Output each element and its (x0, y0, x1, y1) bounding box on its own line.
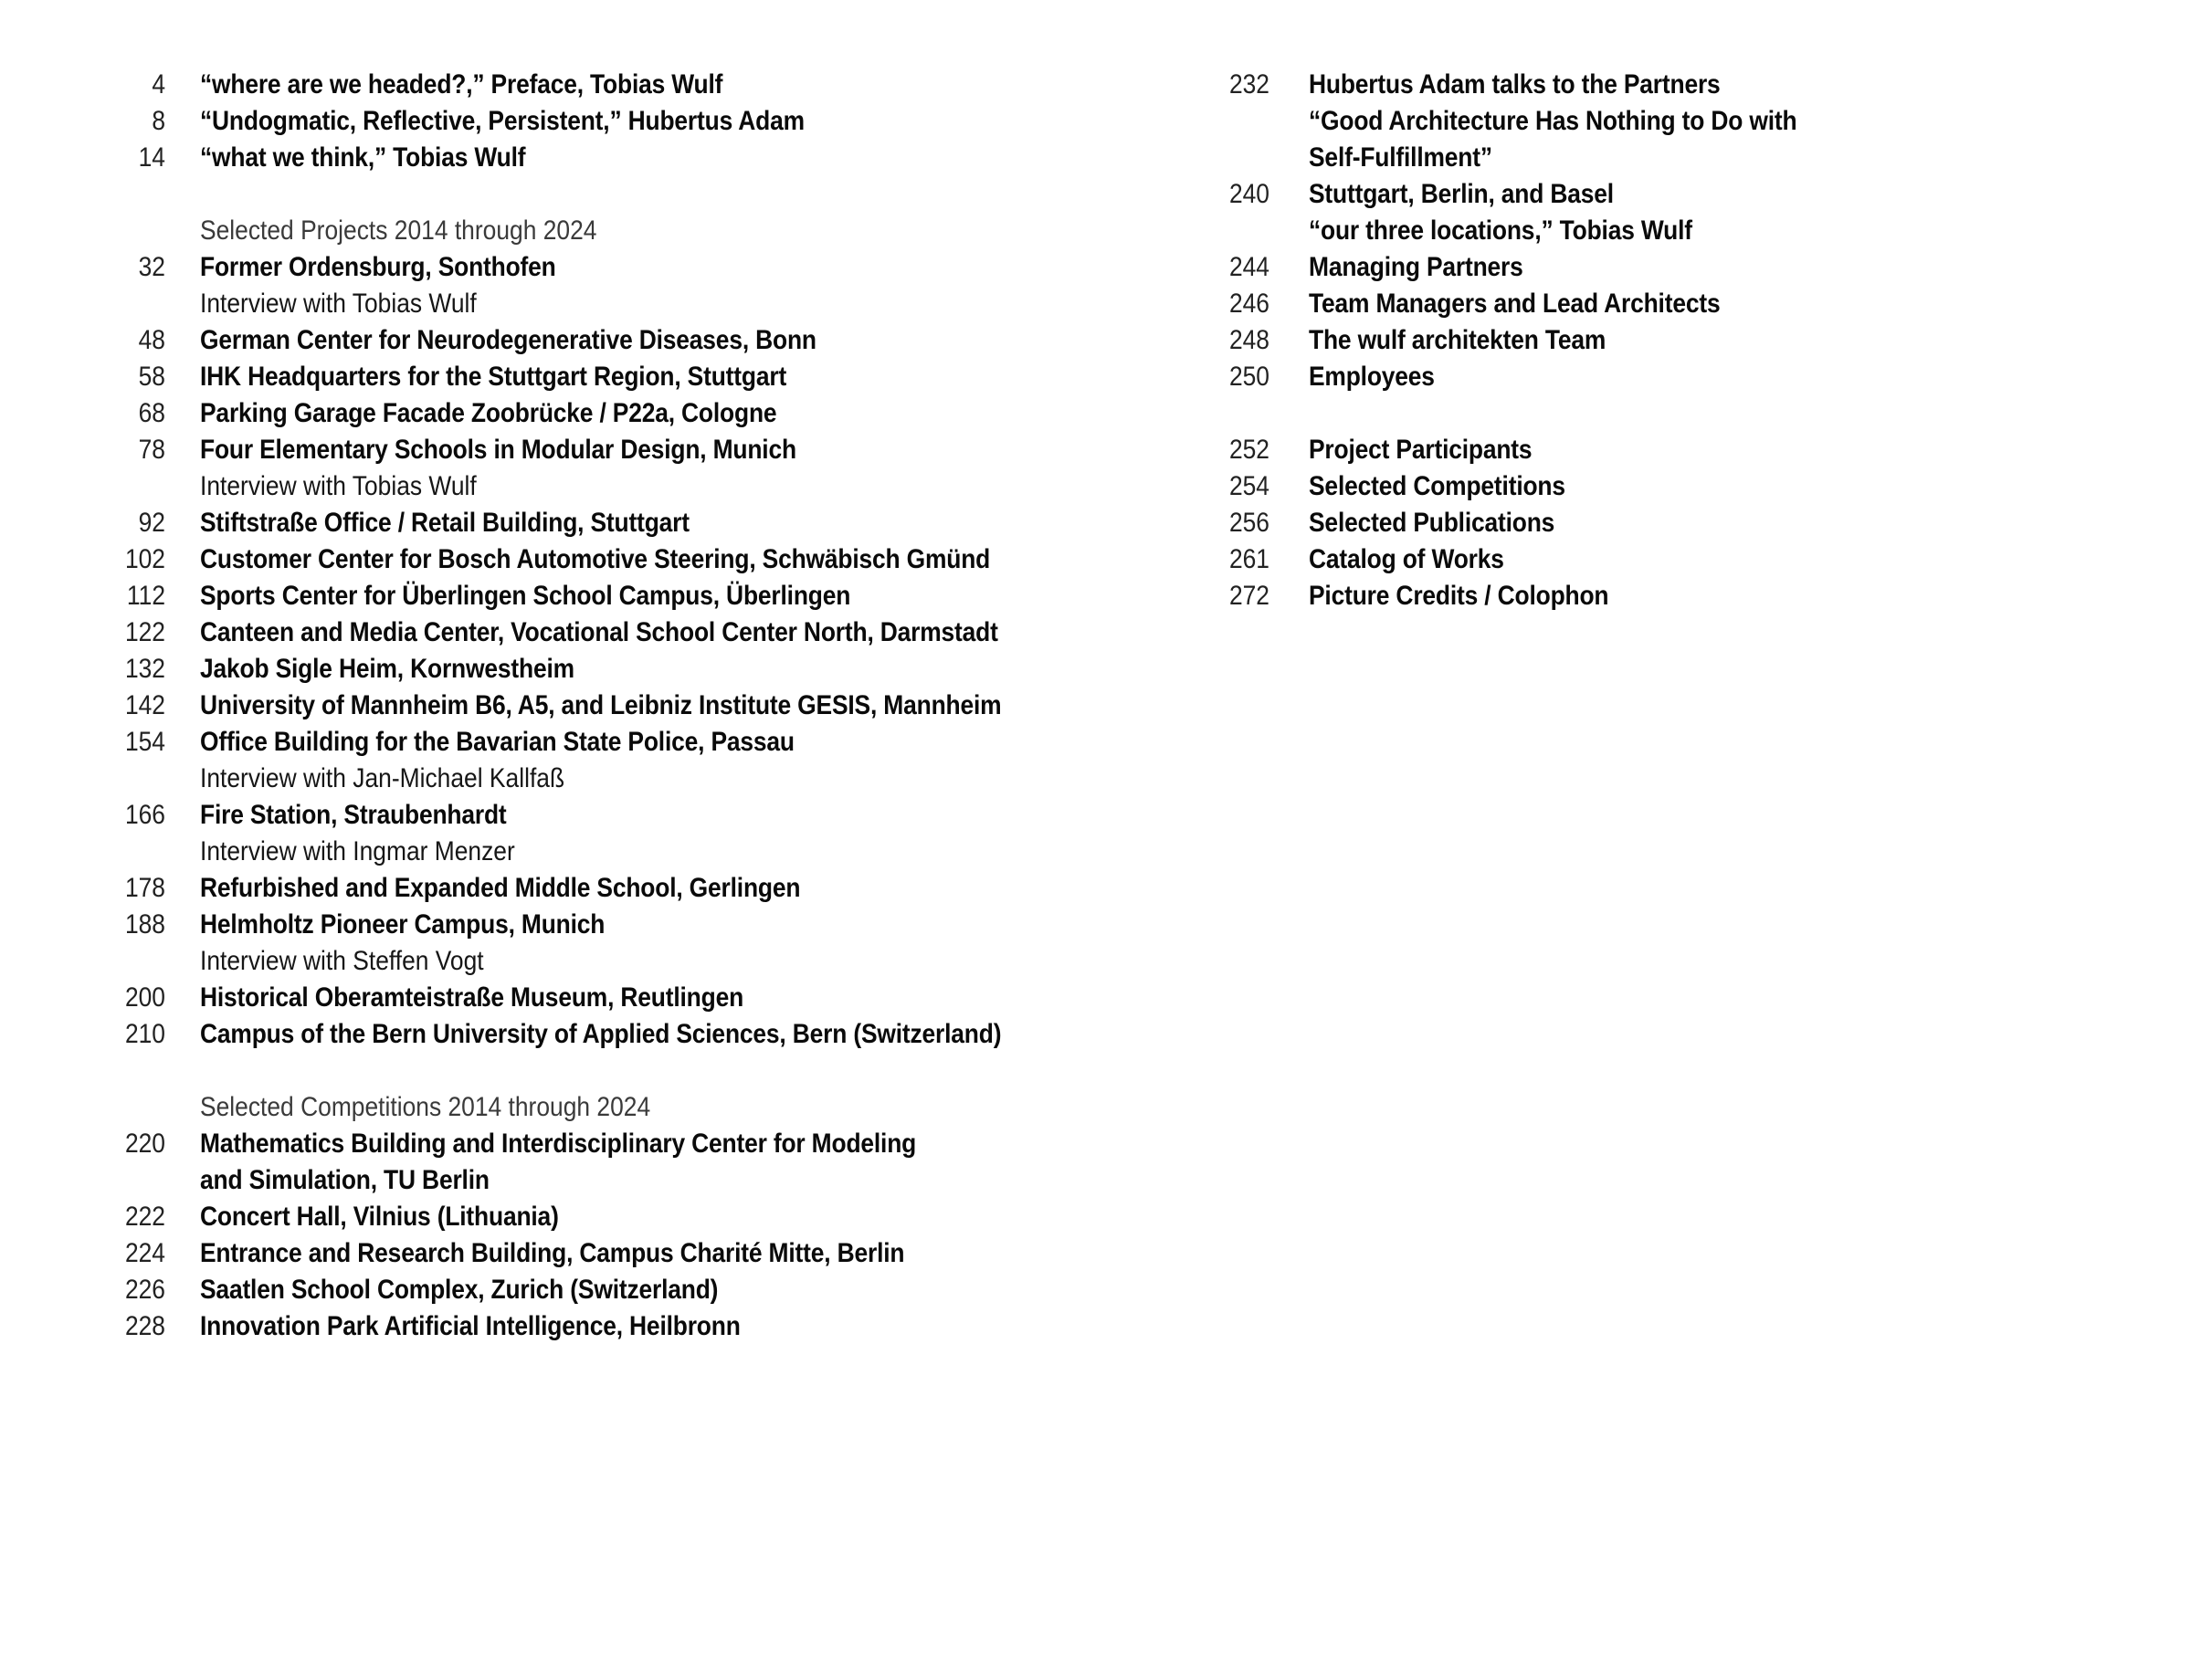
page-number: 240 (1228, 179, 1269, 209)
entry-title: Entrance and Research Building, Campus Charité Mitte, Berlin (200, 1238, 905, 1268)
toc-entry-row (1123, 322, 1863, 359)
toc-entry-row (19, 907, 1111, 943)
gutter (1269, 578, 1309, 614)
entry-title: Customer Center for Bosch Automotive Steering, Schwäbisch Gmünd (200, 544, 991, 574)
entry-title: Stuttgart, Berlin, and Basel (1309, 179, 1614, 209)
gutter (165, 797, 200, 834)
gutter (1269, 468, 1309, 505)
gutter (1269, 432, 1309, 468)
toc-entry-row (19, 103, 1111, 140)
gutter (165, 359, 200, 395)
page-number: 166 (124, 800, 165, 830)
gutter (1269, 67, 1309, 103)
page-number: 256 (1228, 508, 1269, 538)
page-number: 4 (152, 69, 165, 100)
gutter (165, 870, 200, 907)
entry-title: Picture Credits / Colophon (1309, 581, 1609, 611)
page-number: 244 (1228, 252, 1269, 282)
page-number: 132 (124, 654, 165, 684)
page-number (37, 213, 165, 249)
gutter (1269, 103, 1309, 140)
page-number (37, 761, 165, 797)
gutter (165, 1199, 200, 1235)
entry-title: Selected Publications (1309, 508, 1555, 538)
gutter (165, 980, 200, 1016)
page-number: 58 (138, 362, 165, 392)
page-number: 254 (1228, 471, 1269, 501)
toc-left-column (19, 67, 1111, 1345)
toc-entry-row (19, 1126, 1111, 1162)
toc-entry-row (1123, 432, 1863, 468)
gutter (165, 286, 200, 322)
gutter (165, 943, 200, 980)
page-number: 178 (124, 873, 165, 903)
entry-title: Team Managers and Lead Architects (1309, 289, 1721, 319)
page-number: 14 (138, 142, 165, 173)
gutter (1269, 541, 1309, 578)
entry-title: Canteen and Media Center, Vocational School Center North, Darmstadt (200, 617, 998, 647)
section-header: Selected Competitions 2014 through 2024 (200, 1092, 651, 1122)
entry-title: Saatlen School Complex, Zurich (Switzerland) (200, 1275, 719, 1305)
page-number (37, 834, 165, 870)
page-number (1141, 103, 1269, 140)
entry-title: Mathematics Building and Interdisciplinary Center for Modeling (200, 1129, 917, 1159)
page-number: 78 (138, 435, 165, 465)
gutter (1269, 176, 1309, 213)
page-number: 261 (1228, 544, 1269, 574)
gutter (165, 140, 200, 176)
gutter (165, 1126, 200, 1162)
section-header-row (19, 213, 1111, 249)
toc-entry-row (1123, 468, 1863, 505)
page-number (37, 943, 165, 980)
page-number (1141, 213, 1269, 249)
spacer-row (19, 176, 1111, 213)
gutter (165, 103, 200, 140)
toc-entry-row (1123, 359, 1863, 395)
entry-title: Sports Center for Überlingen School Campus, Überlingen (200, 581, 851, 611)
page-number: 48 (138, 325, 165, 355)
page-number: 222 (124, 1202, 165, 1232)
gutter (165, 213, 200, 249)
entry-title: Interview with Jan-Michael Kallfaß (200, 763, 565, 793)
gutter (1269, 322, 1309, 359)
page-number: 154 (124, 727, 165, 757)
toc-entry-row (19, 797, 1111, 834)
entry-title: Refurbished and Expanded Middle School, Gerlingen (200, 873, 801, 903)
toc-entry-row (19, 688, 1111, 724)
entry-title: Self-Fulfillment” (1309, 142, 1492, 173)
entry-title: Helmholtz Pioneer Campus, Munich (200, 909, 606, 940)
gutter (165, 724, 200, 761)
toc-entry-row (19, 1308, 1111, 1345)
toc-entry-row (19, 468, 1111, 505)
gutter (165, 761, 200, 797)
page-number: 248 (1228, 325, 1269, 355)
toc-entry-row (1123, 213, 1863, 249)
page-number: 210 (124, 1019, 165, 1049)
entry-title: “Good Architecture Has Nothing to Do with (1309, 106, 1797, 136)
gutter (165, 614, 200, 651)
toc-entry-row (19, 359, 1111, 395)
toc-entry-row (19, 834, 1111, 870)
gutter (165, 688, 200, 724)
gutter (165, 322, 200, 359)
gutter (165, 67, 200, 103)
entry-title: German Center for Neurodegenerative Diseases, Bonn (200, 325, 816, 355)
page-number: 122 (124, 617, 165, 647)
gutter (1269, 213, 1309, 249)
entry-title: “our three locations,” Tobias Wulf (1309, 215, 1692, 246)
page-number: 232 (1228, 69, 1269, 100)
entry-title: Office Building for the Bavarian State Police, Passau (200, 727, 795, 757)
gutter (165, 834, 200, 870)
gutter (1269, 286, 1309, 322)
page-number: 142 (124, 690, 165, 720)
entry-title: Campus of the Bern University of Applied Sciences, Bern (Switzerland) (200, 1019, 1002, 1049)
toc-entry-row (19, 578, 1111, 614)
page-number: 226 (124, 1275, 165, 1305)
entry-title: Parking Garage Facade Zoobrücke / P22a, Cologne (200, 398, 777, 428)
gutter (165, 432, 200, 468)
toc-entry-row (19, 1162, 1111, 1199)
page-number: 220 (124, 1129, 165, 1159)
toc-entry-row (19, 286, 1111, 322)
page-number: 188 (124, 909, 165, 940)
entry-title: University of Mannheim B6, A5, and Leibniz Institute GESIS, Mannheim (200, 690, 1002, 720)
entry-title: “what we think,” Tobias Wulf (200, 142, 526, 173)
toc-entry-row (19, 614, 1111, 651)
entry-title: Managing Partners (1309, 252, 1523, 282)
gutter (165, 468, 200, 505)
toc-entry-row (19, 1016, 1111, 1053)
toc-entry-row (19, 67, 1111, 103)
toc-entry-row (1123, 176, 1863, 213)
entry-title: Catalog of Works (1309, 544, 1504, 574)
page-number: 32 (138, 252, 165, 282)
gutter (165, 1162, 200, 1199)
entry-title: Fire Station, Straubenhardt (200, 800, 507, 830)
toc-entry-row (19, 322, 1111, 359)
toc-entry-row (19, 1272, 1111, 1308)
gutter (1269, 359, 1309, 395)
toc-entry-row (19, 761, 1111, 797)
gutter (165, 505, 200, 541)
gutter (1269, 505, 1309, 541)
toc-entry-row (19, 395, 1111, 432)
entry-title: Innovation Park Artificial Intelligence, Heilbronn (200, 1311, 741, 1341)
entry-title: Employees (1309, 362, 1435, 392)
page-number (37, 468, 165, 505)
toc-entry-row (19, 140, 1111, 176)
toc-entry-row (19, 1199, 1111, 1235)
page-number: 112 (126, 581, 165, 611)
spacer-row (1123, 395, 1863, 432)
gutter (165, 249, 200, 286)
gutter (165, 1016, 200, 1053)
toc-entry-row (19, 651, 1111, 688)
page-number: 68 (138, 398, 165, 428)
entry-title: Interview with Ingmar Menzer (200, 836, 515, 866)
entry-title: “Undogmatic, Reflective, Persistent,” Hubertus Adam (200, 106, 805, 136)
entry-title: Historical Oberamteistraße Museum, Reutlingen (200, 982, 744, 1013)
entry-title: Project Participants (1309, 435, 1533, 465)
entry-title: Selected Competitions (1309, 471, 1565, 501)
toc-right-column (1123, 67, 1863, 614)
page-number: 250 (1228, 362, 1269, 392)
entry-title: “where are we headed?,” Preface, Tobias Wulf (200, 69, 723, 100)
gutter (165, 578, 200, 614)
section-header: Selected Projects 2014 through 2024 (200, 215, 597, 246)
gutter (1269, 140, 1309, 176)
entry-title: Four Elementary Schools in Modular Design, Munich (200, 435, 796, 465)
gutter (165, 1272, 200, 1308)
toc-entry-row (1123, 67, 1863, 103)
gutter (165, 1089, 200, 1126)
toc-entry-row (1123, 103, 1863, 140)
entry-title: IHK Headquarters for the Stuttgart Region, Stuttgart (200, 362, 787, 392)
toc-entry-row (1123, 541, 1863, 578)
toc-entry-row (19, 541, 1111, 578)
gutter (165, 1235, 200, 1272)
toc-entry-row (1123, 249, 1863, 286)
page-number: 200 (124, 982, 165, 1013)
toc-entry-row (1123, 578, 1863, 614)
page-number: 228 (124, 1311, 165, 1341)
toc-entry-row (19, 249, 1111, 286)
entry-title: Jakob Sigle Heim, Kornwestheim (200, 654, 574, 684)
entry-title: The wulf architekten Team (1309, 325, 1606, 355)
toc-entry-row (19, 1235, 1111, 1272)
page-number: 272 (1228, 581, 1269, 611)
toc-entry-row (1123, 140, 1863, 176)
entry-title: Former Ordensburg, Sonthofen (200, 252, 556, 282)
page-number (37, 1089, 165, 1126)
gutter (165, 651, 200, 688)
toc-entry-row (1123, 505, 1863, 541)
entry-title: Stiftstraße Office / Retail Building, Stuttgart (200, 508, 690, 538)
page-number: 102 (124, 544, 165, 574)
toc-entry-row (19, 505, 1111, 541)
section-header-row (19, 1089, 1111, 1126)
toc-entry-row (19, 724, 1111, 761)
page-number (1141, 140, 1269, 176)
toc-entry-row (1123, 286, 1863, 322)
entry-title: Interview with Tobias Wulf (200, 471, 477, 501)
entry-title: Interview with Tobias Wulf (200, 289, 477, 319)
gutter (165, 541, 200, 578)
page-number (37, 286, 165, 322)
gutter (165, 907, 200, 943)
spacer-row (19, 1053, 1111, 1089)
entry-title: Interview with Steffen Vogt (200, 946, 484, 976)
page-number: 246 (1228, 289, 1269, 319)
page-number: 224 (124, 1238, 165, 1268)
page-number: 92 (138, 508, 165, 538)
page-number: 252 (1228, 435, 1269, 465)
page-number: 8 (152, 106, 165, 136)
page-number (37, 1162, 165, 1199)
toc-entry-row (19, 943, 1111, 980)
gutter (165, 395, 200, 432)
gutter (165, 1308, 200, 1345)
toc-entry-row (19, 432, 1111, 468)
gutter (1269, 249, 1309, 286)
toc-entry-row (19, 980, 1111, 1016)
entry-title: and Simulation, TU Berlin (200, 1165, 490, 1195)
entry-title: Concert Hall, Vilnius (Lithuania) (200, 1202, 559, 1232)
toc-entry-row (19, 870, 1111, 907)
entry-title: Hubertus Adam talks to the Partners (1309, 69, 1721, 100)
